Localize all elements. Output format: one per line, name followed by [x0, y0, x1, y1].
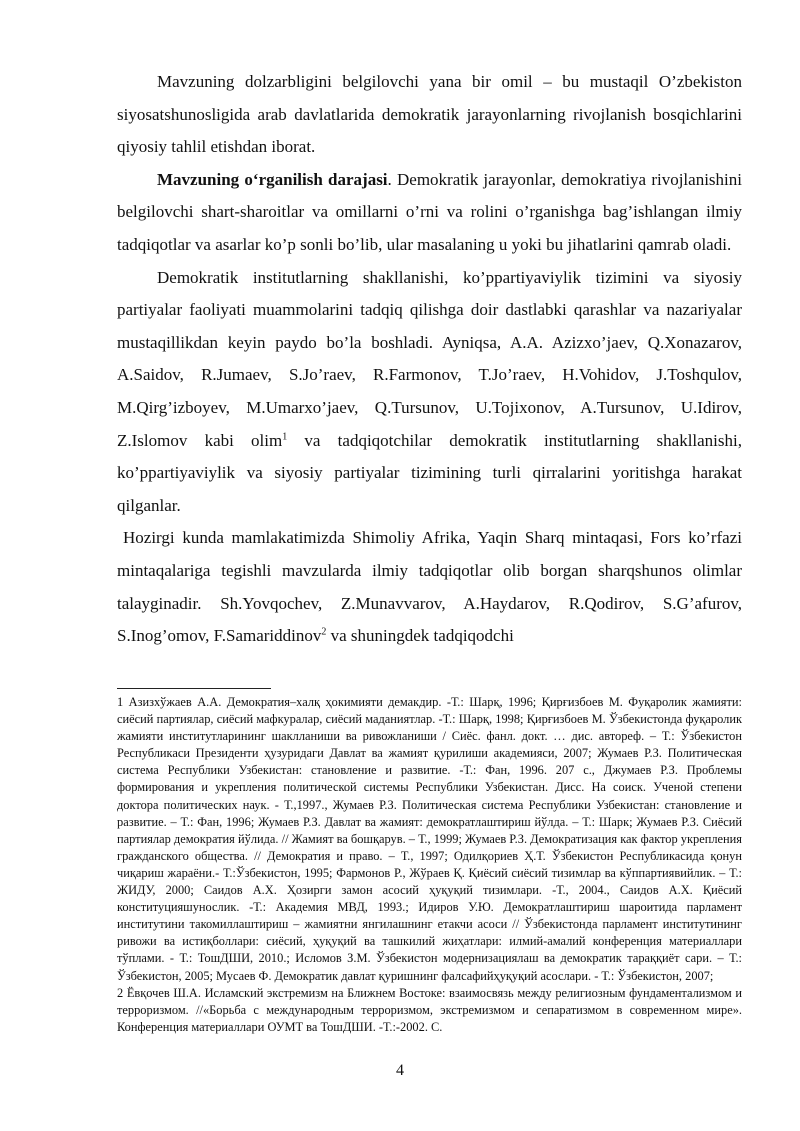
footnote-ref-1: 1	[282, 430, 288, 442]
footnote-separator	[117, 688, 271, 689]
footnotes	[117, 694, 742, 1036]
paragraph-relevance: Mavzuning dolzarbligini belgilovchi yana bir omil – bu mustaqil O’zbekiston siyosatshunosligida arab davlatlarida demokratik jarayonlarning rivojlanish bosqichlarini qiyosiy tahlil etishdan iborat.	[117, 72, 742, 157]
study-level-heading: Mavzuning oʻrganilish darajasi	[157, 169, 388, 189]
paragraph-study-level	[117, 164, 742, 262]
footnote-ref-2: 2	[321, 626, 327, 638]
orientalists-text: Hozirgi kunda mamlakatimizda Shimoliy Afrika, Yaqin Sharq mintaqasi, Fors ko’rfazi mintaqalariga tegishli mavzularda ilmiy tadqiqotlar olib borgan sharqshunos olimlar talayginadir. Sh.Yovqochev, Z.Munavvarov, A.Haydarov, R.Qodirov, S.G’afurov, S.Inog’omov, F.Samariddinov	[117, 528, 742, 646]
institutions-text: Demokratik institutlarning shakllanishi, ko’ppartiyaviylik tizimini va siyosiy partiyalar faoliyati muammolarini tadqiq qilishga doir dastlabki qarashlar va nazariyalar mustaqillikdan keyin paydo bo’la boshladi. Ayniqsa, A.A. Azizxo’jaev, Q.Xonazarov, A.Saidov, R.Jumaev, S.Jo’raev, R.Farmonov, T.Jo’raev, H.Vohidov, J.Toshqulov, M.Qirg’izboyev, M.Umarxo’jaev, Q.Tursunov, U.Tojixonov, A.Tursunov, U.Idirov, Z.Islomov kabi olim	[117, 267, 742, 450]
main-text	[117, 66, 742, 653]
orientalists-text-after: va shuningdek tadqiqodchi	[326, 626, 514, 646]
footnote-1: 1 Азизхўжаев А.А. Демократия–халқ ҳокимияти демакдир. -Т.: Шарқ, 1996; Қирғизбоев М. Фуқаролик жамияти: сиёсий партиялар, сиёсий мафкуралар, сиёсий маданиятлар. -Т.: Шарқ, 1998; Қирғизбоев М. Ўзбекистонда фуқаролик жамияти институтларининг шаклланиши ва ривожланиши / Сиёс. фанл. докт. … дис. автореф. – Т.: Ўзбекистон Республикаси Президенти ҳузуридаги Давлат ва жамият қурилиши академияси, 2007; Жумаев Р.З. Политическая система Республики Узбекистан: становление и развитие. -Т.: Фан, 1996. 207 с., Джумаев Р.З. Проблемы формирования и укрепления политической системы Республики Узбекистан. Дисс. На соиск. Ученой степени доктора политических наук. - Т.,1997., Жумаев Р.З. Политическая система Республики Узбекистан: становление и развитие. – Т.: Фан, 1996; Жумаев Р.З. Давлат ва жамият: демократлаштириш йўлда. – Т.: Шарк; Жумаев Р.З. Сиёсий партиялар демократия йўлида. // Жамият ва бошқарув. – Т., 1999; Жумаев Р.З. Демократизация как фактор укрепления гражданского общества. // Демократия и право. – Т., 1997; Одилқориев Ҳ.Т. Ўзбекистон Республикасида қонун чиқариш жараёни.- Т.:Ўзбекистон, 1995; Фармонов Р., Жўраев Қ. Қиёсий сиёсий тизимлар ва кўппартиявийлик. – Т.: ЖИДУ, 2000; Саидов А.Х. Ҳозирги замон асосий ҳуқуқий тизимлари. -Т., 2004., Саидов А.Х. Қиёсий конституцияшунослик. -Т.: Академия МВД, 1993.; Идиров У.Ю. Демократлаштириш шароитида парламент институтини такомиллаштириш – жамиятни янгилашнинг етакчи асоси // Ўзбекистонда парламент институтининг ривожи ва истиқболлари: сиёсий, ҳуқуқий ва ташкилий жиҳатлари: илмий-амалий конференция материаллари тўплами. - Т.: ТошДШИ, 2010.; Исломов З.М. Ўзбекистон модернизациялаш ва демократик тараққиёт сари. – Т.: Ўзбекистон, 2005; Мусаев Ф. Демократик давлат қуришнинг фалсафийҳуқуқий асослари. - Т.: Ўзбекистон, 2007;	[117, 695, 742, 983]
paragraph-orientalists	[117, 522, 742, 652]
footnote-2: 2 Ёвқочев Ш.А. Исламский экстремизм на Ближнем Востоке: взаимосвязь между религиозным фундаментализмом и терроризмом. //«Борьба с международным терроризмом, экстремизмом и сепаратизмом в современном мире». Конференция материаллари ОУМТ ва ТошДШИ. -Т.:-2002. С.	[117, 985, 742, 1034]
page-number: 4	[396, 1062, 404, 1079]
study-level-text: . Demokratik jarayonlar, demokratiya rivojlanishini belgilovchi shart-sharoitlar va omillarni o’rni va rolini o’rganishga bag’ishlangan ilmiy tadqiqotlar va asarlar ko’p sonli bo’lib, ular masalaning u yoki bu jihatlarini qamrab oladi.	[117, 169, 742, 254]
paragraph-institutions	[117, 262, 742, 523]
institutions-text-after: va tadqiqotchilar demokratik institutlarning shakllanishi, ko’ppartiyaviylik va siyosiy partiyalar tizimining turli qirralarini yoritishga harakat qilganlar.	[117, 430, 742, 515]
